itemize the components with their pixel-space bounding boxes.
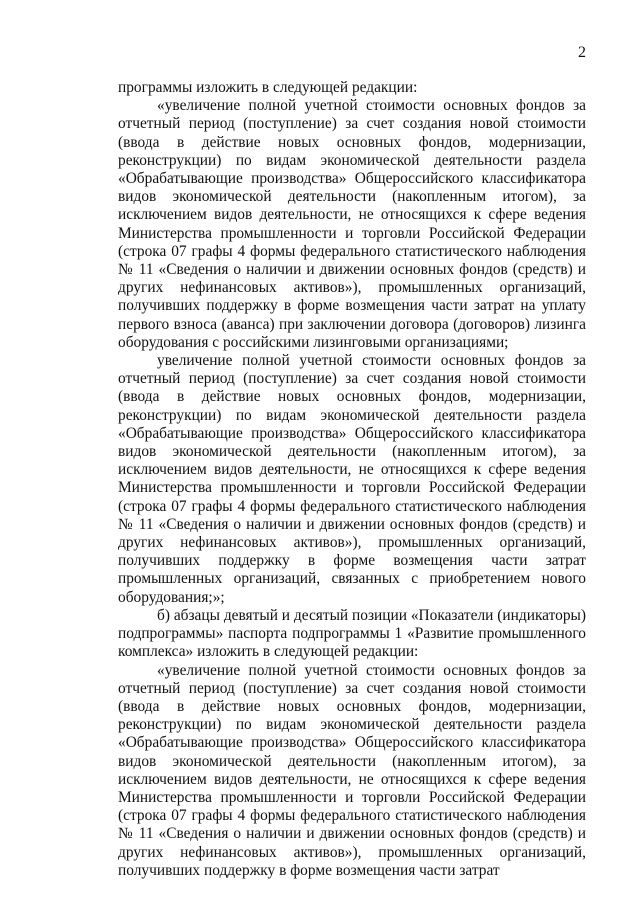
paragraph-indicator-2: увеличение полной учетной стоимости основных фондов за отчетный период (поступление) за счет создания новой стоимости (ввода в действие новых основных фондов, модернизации, реконструкции) по видам экономической деятельности раздела «Обрабатывающие производства» Общероссийского классификатора видов экономической деятельности (накопленным итогом), за исключением видов деятельности, не относящихся к сфере ведения Министерства промышленности и торговли Российской Федерации (строка 07 графы 4 формы федерального статистического наблюдения № 11 «Сведения о наличии и движении основных фондов (средств) и других нефинансовых активов»), промышленных организаций, получивших поддержку в форме возмещения части затрат промышленных организаций, связанных с приобретением нового оборудования;»; (118, 352, 586, 606)
paragraph-amendment-b: б) абзацы девятый и десятый позиции «Показатели (индикаторы) подпрограммы» паспорта подпрограммы 1 «Развитие промышленного комплекса» изложить в следующей редакции: (118, 606, 586, 661)
paragraph-indicator-3: «увеличение полной учетной стоимости основных фондов за отчетный период (поступление) за счет создания новой стоимости (ввода в действие новых основных фондов, модернизации, реконструкции) по видам экономической деятельности раздела «Обрабатывающие производства» Общероссийского классификатора видов экономической деятельности (накопленным итогом), за исключением видов деятельности, не относящихся к сфере ведения Министерства промышленности и торговли Российской Федерации (строка 07 графы 4 формы федерального статистического наблюдения № 11 «Сведения о наличии и движении основных фондов (средств) и других нефинансовых активов»), промышленных организаций, получивших поддержку в форме возмещения части затрат (118, 661, 586, 879)
paragraph-intro: программы изложить в следующей редакции: (118, 79, 418, 96)
page-number: 2 (578, 44, 586, 61)
paragraph-indicator-1: «увеличение полной учетной стоимости основных фондов за отчетный период (поступление) за счет создания новой стоимости (ввода в действие новых основных фондов, модернизации, реконструкции) по видам экономической деятельности раздела «Обрабатывающие производства» Общероссийского классификатора видов экономической деятельности (накопленным итогом), за исключением видов деятельности, не относящихся к сфере ведения Министерства промышленности и торговли Российской Федерации (строка 07 графы 4 формы федерального статистического наблюдения № 11 «Сведения о наличии и движении основных фондов (средств) и других нефинансовых активов»), промышленных организаций, получивших поддержку в форме возмещения части затрат на уплату первого взноса (аванса) при заключении договора (договоров) лизинга оборудования с российскими лизинговыми организациями; (118, 97, 586, 351)
document-body (118, 79, 586, 880)
